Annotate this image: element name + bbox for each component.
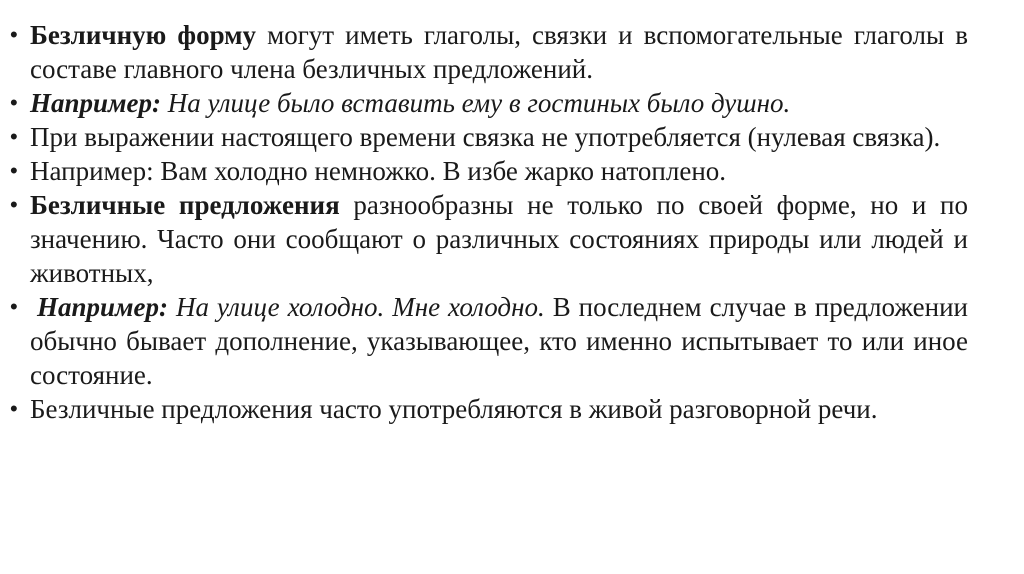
example-text: На улице холодно. Мне холодно. (168, 292, 545, 322)
bullet-icon: • (10, 192, 18, 217)
bullet-icon: • (10, 158, 18, 183)
bullet-icon: • (10, 396, 18, 421)
example-label: Например: (37, 292, 169, 322)
item-text: При выражении настоящего времени связка не употребляется (нулевая связка). (30, 122, 941, 152)
list-item (10, 392, 968, 426)
list-item (10, 86, 968, 120)
bullet-icon: • (10, 124, 18, 149)
bullet-icon: • (10, 22, 18, 47)
list-item (10, 188, 968, 290)
example-label: Например: (30, 88, 162, 118)
list-item (10, 154, 968, 188)
emphasis-bold: Безличную форму (30, 20, 257, 50)
bullet-icon: • (10, 90, 18, 115)
item-text: Безличные предложения часто употребляются в живой разговорной речи. (30, 394, 878, 424)
item-text: разнообразны не только по своей форме, но и по значению. Часто они сообщают о различных состояниях природы или людей и животных, (30, 190, 968, 288)
example-text: На улице было вставить ему в гостиных было душно. (161, 88, 791, 118)
list-item (10, 290, 968, 392)
item-text: Например: Вам холодно немножко. В избе жарко натоплено. (30, 156, 727, 186)
bullet-list (10, 18, 968, 426)
list-item (10, 120, 968, 154)
bullet-icon: • (10, 294, 18, 319)
list-item (10, 18, 968, 86)
item-text: могут иметь глаголы, связки и вспомогательные глаголы в составе главного члена безличных предложений. (30, 20, 968, 84)
emphasis-bold: Безличные предложения (30, 190, 340, 220)
item-text: В последнем случае в предложении обычно бывает дополнение, указывающее, кто именно испытывает то или иное состояние. (30, 292, 968, 390)
